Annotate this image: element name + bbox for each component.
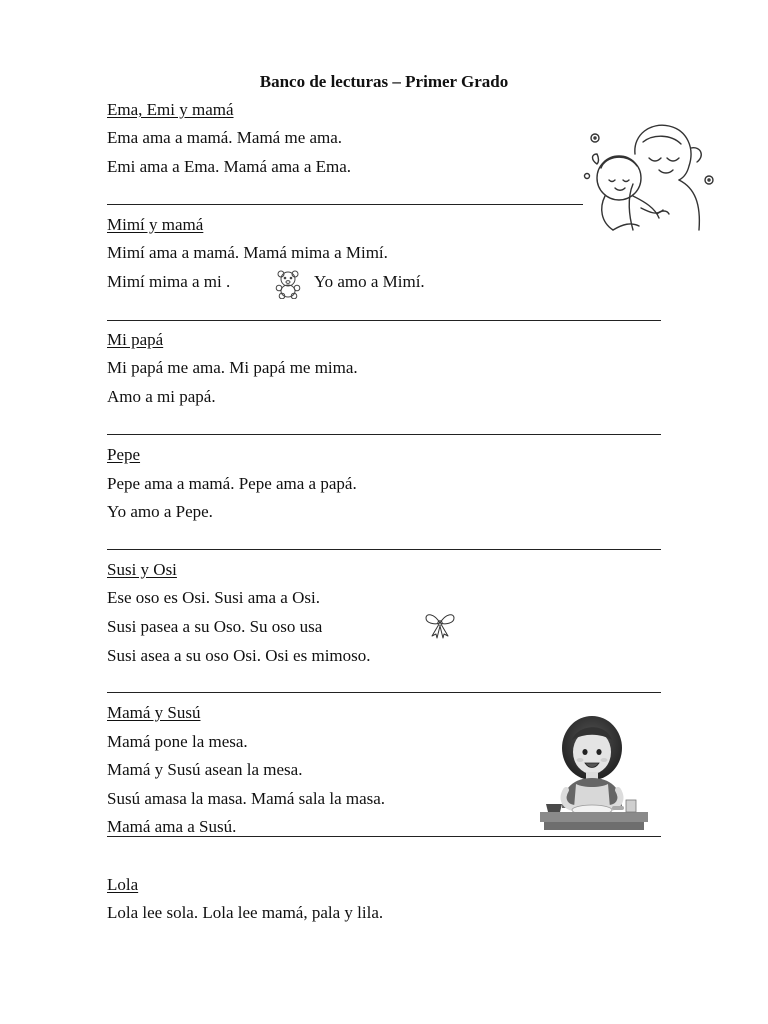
section-divider	[107, 692, 661, 693]
reading-line: Susú amasa la masa. Mamá sala la masa.	[107, 789, 386, 808]
reading-line: Susi asea a su oso Osi. Osi es mimoso.	[107, 646, 371, 665]
teddy-bear-icon	[272, 269, 304, 299]
section-heading-pepe: Pepe	[107, 445, 141, 464]
section-divider	[107, 549, 661, 550]
reading-line: Susi pasea a su Oso. Su oso usa	[107, 617, 323, 636]
mother-hugging-child-illustration	[583, 118, 719, 234]
section-divider	[107, 836, 661, 837]
section-heading-susi-osi: Susi y Osi	[107, 560, 177, 579]
reading-line: Ese oso es Osi. Susi ama a Osi.	[107, 588, 320, 607]
section-divider	[107, 204, 583, 205]
section-heading-ema-emi: Ema, Emi y mamá	[107, 100, 234, 119]
section-heading-mimi: Mimí y mamá	[107, 215, 204, 234]
reading-line: Pepe ama a mamá. Pepe ama a papá.	[107, 474, 357, 493]
reading-line: Lola lee sola. Lola lee mamá, pala y lila.	[107, 903, 384, 922]
section-heading-lola: Lola	[107, 875, 139, 894]
reading-line: Amo a mi papá.	[107, 387, 216, 406]
section-divider	[107, 320, 661, 321]
reading-line: Mimí mima a mi .	[107, 272, 231, 291]
reading-line: Emi ama a Ema. Mamá ama a Ema.	[107, 157, 352, 176]
section-heading-mama-susu: Mamá y Susú	[107, 703, 201, 722]
page-title: Banco de lecturas – Primer Grado	[259, 72, 509, 91]
mother-cooking-illustration	[536, 712, 652, 834]
reading-line: Ema ama a mamá. Mamá me ama.	[107, 128, 343, 147]
reading-line: Mamá pone la mesa.	[107, 732, 248, 751]
reading-line: Yo amo a Pepe.	[107, 502, 213, 521]
section-divider	[107, 434, 661, 435]
reading-line: Mamá ama a Susú.	[107, 817, 237, 836]
section-heading-mi-papa: Mi papá	[107, 330, 164, 349]
reading-line: Yo amo a Mimí.	[314, 272, 425, 291]
reading-line: Mi papá me ama. Mi papá me mima.	[107, 358, 358, 377]
reading-line: Mamá y Susú asean la mesa.	[107, 760, 303, 779]
reading-line: Mimí ama a mamá. Mamá mima a Mimí.	[107, 243, 388, 262]
bow-ribbon-icon	[423, 611, 457, 639]
